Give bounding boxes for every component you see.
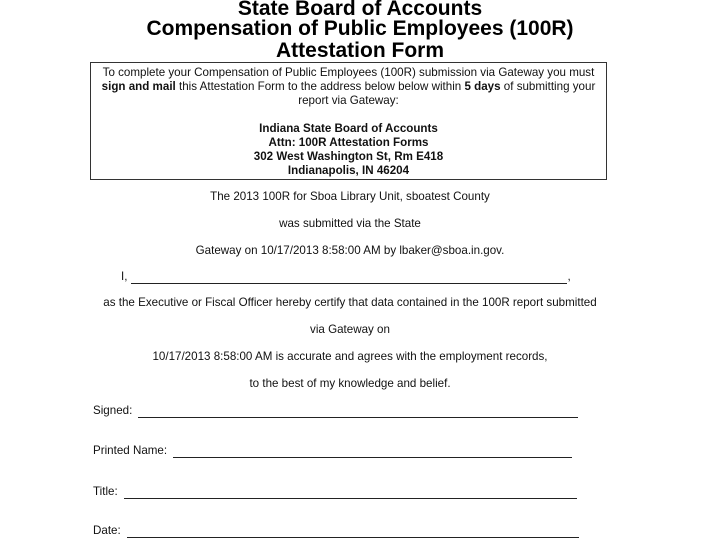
certifier-name-row [121,270,571,284]
printed-name-label: Printed Name: [93,444,168,457]
report-line-1: The 2013 100R for Sboa Library Unit, sboatest County [210,190,490,203]
address-attn: Attn: 100R Attestation Forms [268,136,429,149]
form-title-agency: State Board of Accounts [237,0,483,20]
date-field[interactable] [127,526,579,538]
title-label: Title: [93,485,118,498]
signed-row [93,404,578,418]
report-line-3: Gateway on 10/17/2013 8:58:00 AM by lbaker@sboa.in.gov. [195,244,505,257]
address-street: 302 West Washington St, Rm E418 [253,150,444,163]
printed-name-row [93,444,572,458]
mailing-address [91,122,606,178]
certify-line-4: to the best of my knowledge and belief. [249,377,451,390]
certifier-name-line[interactable] [131,272,567,284]
title-row [93,485,577,499]
signed-label: Signed: [93,404,133,417]
instructions-box [90,62,607,180]
form-title-type: Attestation Form [276,39,444,62]
certify-line-1: as the Executive or Fiscal Officer hereby certify that data contained in the 100R report submitted [103,296,597,309]
certifier-prefix: I, [121,270,128,283]
emphasis-deadline: 5 days [464,80,501,93]
report-line-2: was submitted via the State [279,217,421,230]
certify-line-2: via Gateway on [310,323,390,336]
date-row [93,524,579,538]
printed-name-field[interactable] [173,446,572,458]
title-field[interactable] [124,487,577,499]
address-city: Indianapolis, IN 46204 [287,164,410,177]
address-org: Indiana State Board of Accounts [259,122,438,135]
emphasis-sign-and-mail: sign and mail [101,80,176,93]
instructions-text: To complete your Compensation of Public Employees (100R) submission via Gateway you must sign and mail this Attestation Form to the address below below within 5 days of submitting your report via Gateway: [101,66,596,107]
form-title-subject: Compensation of Public Employees (100R) [146,17,574,40]
signed-field[interactable] [138,406,578,418]
date-label: Date: [93,524,121,537]
certify-line-3: 10/17/2013 8:58:00 AM is accurate and agrees with the employment records, [152,350,548,363]
certifier-suffix: , [567,270,571,283]
